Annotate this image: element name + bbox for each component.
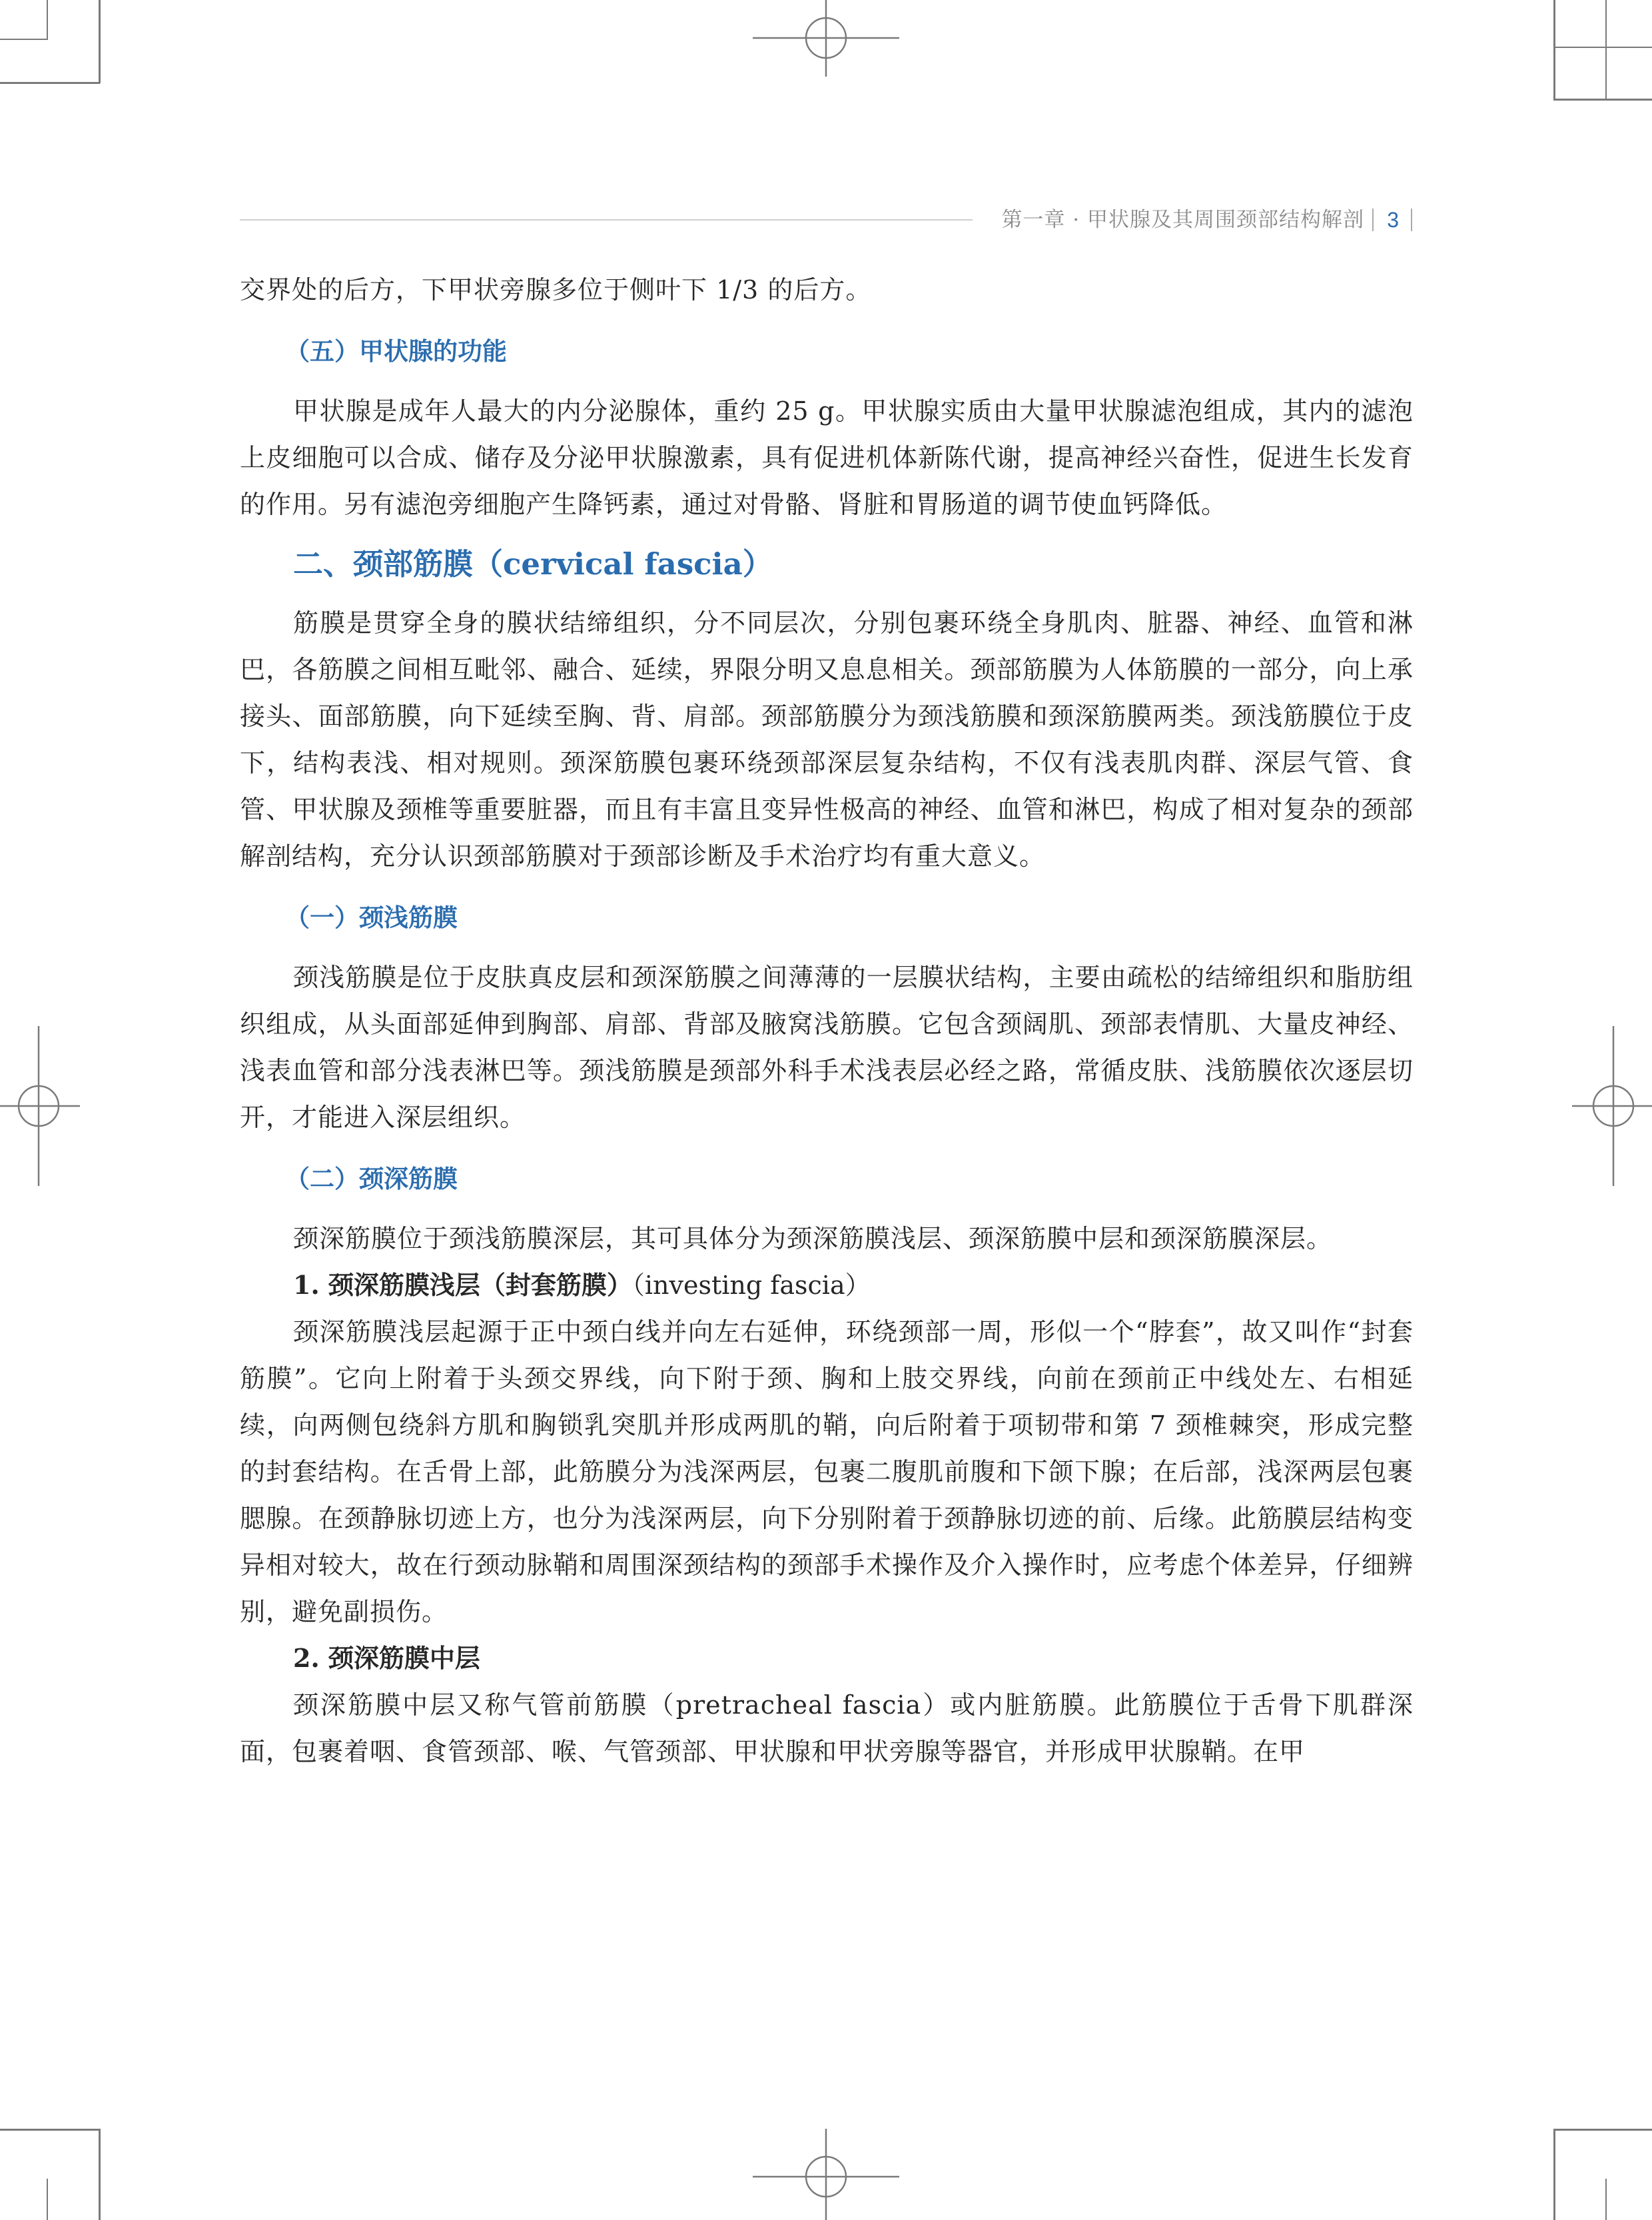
crop-mark-top-left-h [0, 82, 100, 84]
crop-mark-top-left-h2 [0, 39, 48, 40]
crop-mark-bottom-left-v [99, 2129, 101, 2220]
paragraph-intro: 交界处的后方，下甲状旁腺多位于侧叶下 1/3 的后方。 [240, 275, 872, 304]
crop-mark-bottom-left-v2 [47, 2179, 48, 2220]
crop-mark-bottom-right-h [1553, 2129, 1652, 2131]
registration-mark-left-icon [0, 1026, 80, 1186]
heading-middle-layer: 2. 颈深筋膜中层 [293, 1643, 480, 1673]
crop-mark-top-right-h [1553, 99, 1652, 101]
heading-investing-fascia-cn: 1. 颈深筋膜浅层（封套筋膜） [293, 1270, 632, 1300]
crop-mark-top-left-v2 [47, 0, 48, 40]
running-header [240, 203, 1412, 237]
heading-thyroid-function: （五）甲状腺的功能 [285, 337, 507, 366]
header-rule [240, 219, 973, 221]
registration-mark-bottom-icon [753, 2129, 899, 2220]
crop-mark-bottom-right-v [1553, 2129, 1555, 2220]
paragraph-deep-fascia: 颈深筋膜位于颈浅筋膜深层，其可具体分为颈深筋膜浅层、颈深筋膜中层和颈深筋膜深层。 [293, 1224, 1333, 1253]
heading-deep-fascia: （二）颈深筋膜 [285, 1165, 458, 1193]
paragraph-thyroid-function: 甲状腺是成年人最大的内分泌腺体，重约 25 g。甲状腺实质由大量甲状腺滤泡组成，其内的滤泡上皮细胞可以合成、储存及分泌甲状腺激素，具有促进机体新陈代谢，提高神经兴奋性，促进生长发育的作用。另有滤泡旁细胞产生降钙素，通过对骨骼、肾脏和胃肠道的调节使血钙降低。 [240, 396, 1414, 519]
crop-mark-bottom-right-v2 [1605, 2179, 1607, 2220]
heading-investing-fascia-en: （investing fascia） [631, 1271, 871, 1300]
crop-mark-top-right-v2 [1605, 0, 1607, 100]
crop-mark-top-right-h2 [1553, 47, 1652, 48]
chapter-title: 第一章 · 甲状腺及其周围颈部结构解剖 [1001, 208, 1364, 232]
heading-investing-fascia [240, 1262, 1414, 1309]
paragraph-cervical-fascia: 筋膜是贯穿全身的膜状结缔组织，分不同层次，分别包裹环绕全身肌肉、脏器、神经、血管和淋巴，各筋膜之间相互毗邻、融合、延续，界限分明又息息相关。颈部筋膜为人体筋膜的一部分，向上承接头、面部筋膜，向下延续至胸、背、肩部。颈部筋膜分为颈浅筋膜和颈深筋膜两类。颈浅筋膜位于皮下，结构表浅、相对规则。颈深筋膜包裹环绕颈部深层复杂结构，不仅有浅表肌肉群、深层气管、食管、甲状腺及颈椎等重要脏器，而且有丰富且变异性极高的神经、血管和淋巴，构成了相对复杂的颈部解剖结构，充分认识颈部筋膜对于颈部诊断及手术治疗均有重大意义。 [240, 608, 1414, 871]
page-number: 3 [1387, 208, 1399, 232]
page-body [240, 267, 1414, 1775]
registration-mark-right-icon [1572, 1026, 1652, 1186]
heading-superficial-fascia: （一）颈浅筋膜 [285, 903, 458, 932]
paragraph-investing-fascia: 颈深筋膜浅层起源于正中颈白线并向左右延伸，环绕颈部一周，形似一个“脖套”，故又叫作“封套筋膜”。它向上附着于头颈交界线，向下附于颈、胸和上肢交界线，向前在颈前正中线处左、右相延续，向两侧包绕斜方肌和胸锁乳突肌并形成两肌的鞘，向后附着于项韧带和第 7 颈椎棘突，形成完整的封套结构。在舌骨上部，此筋膜分为浅深两层，包裹二腹肌前腹和下颌下腺；在后部，浅深两层包裹腮腺。在颈静脉切迹上方，也分为浅深两层，向下分别附着于颈静脉切迹的前、后缘。此筋膜层结构变异相对较大，故在行颈动脉鞘和周围深颈结构的颈部手术操作及介入操作时，应考虑个体差异，仔细辨别，避免副损伤。 [240, 1317, 1414, 1626]
paragraph-middle-layer: 颈深筋膜中层又称气管前筋膜（pretracheal fascia）或内脏筋膜。此筋膜位于舌骨下肌群深面，包裹着咽、食管颈部、喉、气管颈部、甲状腺和甲状旁腺等器官，并形成甲状腺鞘。在甲 [240, 1690, 1414, 1766]
heading-cervical-fascia: 二、颈部筋膜（cervical fascia） [293, 546, 773, 582]
crop-mark-top-right-v [1553, 0, 1555, 100]
paragraph-superficial-fascia: 颈浅筋膜是位于皮肤真皮层和颈深筋膜之间薄薄的一层膜状结构，主要由疏松的结缔组织和脂肪组织组成，从头面部延伸到胸部、肩部、背部及腋窝浅筋膜。它包含颈阔肌、颈部表情肌、大量皮神经、浅表血管和部分浅表淋巴等。颈浅筋膜是颈部外科手术浅表层必经之路，常循皮肤、浅筋膜依次逐层切开，才能进入深层组织。 [240, 963, 1414, 1132]
header-separator [1372, 209, 1374, 231]
crop-mark-top-left-v [99, 0, 101, 83]
header-separator-end [1411, 209, 1412, 231]
registration-mark-top-icon [753, 0, 899, 77]
crop-mark-bottom-left-h [0, 2129, 100, 2131]
